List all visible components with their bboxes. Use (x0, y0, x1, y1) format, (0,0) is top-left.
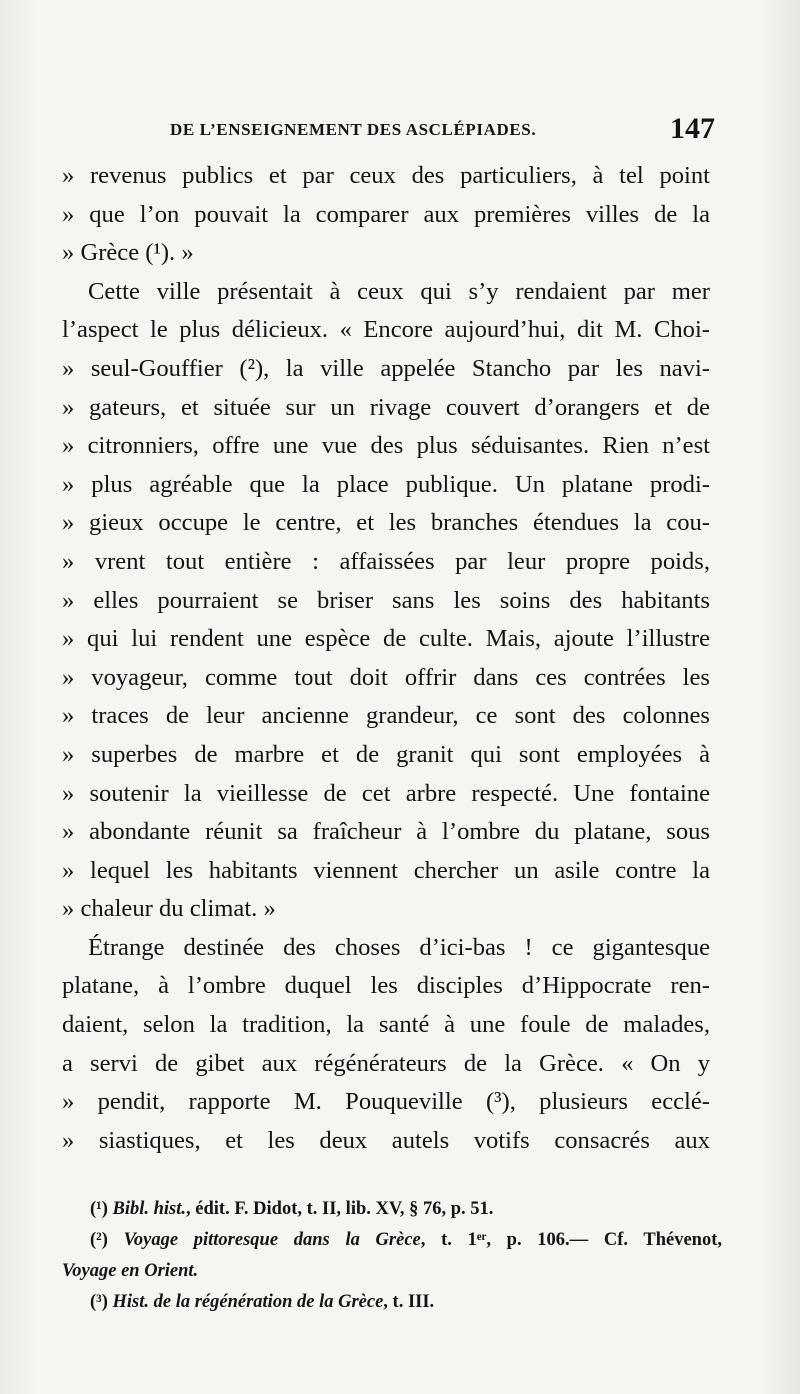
text-line: » vrent tout entière : affaissées par leur propre poids, (62, 547, 710, 575)
footnote-text: , édit. F. Didot, t. II, lib. XV, § 76, p. 51. (186, 1199, 494, 1219)
text-line: » traces de leur ancienne grandeur, ce sont des colonnes (62, 702, 710, 730)
footnote-3 (62, 1287, 722, 1318)
footnote-text: , t. 1ᵉʳ, p. 106.— Cf. Thévenot, (420, 1230, 723, 1250)
footnote-mark: (¹) (90, 1199, 108, 1219)
footnote-title: Hist. de la régénération de la Grèce (112, 1292, 384, 1312)
text-line: » superbes de marbre et de granit qui sont employées à (62, 740, 710, 768)
footnote-text: , t. III. (383, 1292, 435, 1312)
text-line: daient, selon la tradition, la santé à une foule de malades, (62, 1011, 710, 1039)
text-line: » chaleur du climat. » (62, 895, 276, 923)
text-line: » elles pourraient se briser sans les soins des habitants (62, 586, 710, 614)
text-line: l’aspect le plus délicieux. « Encore aujourd’hui, dit M. Choi- (62, 316, 710, 344)
text-line: » qui lui rendent une espèce de culte. Mais, ajoute l’illustre (62, 625, 710, 653)
footnote-2-continued (62, 1256, 722, 1287)
text-line: » gateurs, et située sur un rivage couvert d’orangers et de (62, 393, 710, 421)
text-line: platane, à l’ombre duquel les disciples d’Hippocrate ren- (62, 972, 710, 1000)
text-line: » soutenir la vieillesse de cet arbre respecté. Une fontaine (62, 779, 710, 807)
text-line: » gieux occupe le centre, et les branches étendues la cou- (62, 509, 710, 537)
text-line: » voyageur, comme tout doit offrir dans ces contrées les (62, 663, 710, 691)
text-line: a servi de gibet aux régénérateurs de la Grèce. « On y (62, 1049, 710, 1077)
text-line: » plus agréable que la place publique. Un platane prodi- (62, 470, 710, 498)
footnote-mark: (²) (90, 1230, 108, 1250)
text-line: » que l’on pouvait la comparer aux premières villes de la (62, 200, 710, 228)
text-line: Étrange destinée des choses d’ici-bas ! ce gigantesque (88, 933, 710, 961)
footnote-title: Bibl. hist. (112, 1199, 187, 1219)
text-line: » seul-Gouffier (²), la ville appelée Stancho par les navi- (62, 354, 710, 382)
text-line: » lequel les habitants viennent chercher un asile contre la (62, 856, 710, 884)
text-line: » siastiques, et les deux autels votifs consacrés aux (62, 1126, 710, 1154)
footnotes (62, 1194, 722, 1318)
text-line: » pendit, rapporte M. Pouqueville (³), plusieurs ecclé- (62, 1088, 710, 1116)
text-line: Cette ville présentait à ceux qui s’y rendaient par mer (88, 277, 710, 305)
running-head: DE L’ENSEIGNEMENT DES ASCLÉPIADES. (170, 120, 537, 139)
footnote-title: Voyage pittoresque dans la Grèce (123, 1230, 421, 1250)
body-text (62, 157, 710, 1160)
page-header (60, 112, 715, 152)
text-line: » Grèce (¹). » (62, 239, 194, 267)
text-line: » citronniers, offre une vue des plus séduisantes. Rien n’est (62, 432, 710, 460)
footnote-title: Voyage en Orient. (62, 1261, 199, 1281)
text-line: » abondante réunit sa fraîcheur à l’ombre du platane, sous (62, 818, 710, 846)
footnote-2 (62, 1225, 722, 1256)
text-line: » revenus publics et par ceux des particuliers, à tel point (62, 162, 710, 189)
page-number: 147 (670, 112, 715, 145)
footnote-mark: (³) (90, 1292, 108, 1312)
footnote-1 (62, 1194, 722, 1225)
